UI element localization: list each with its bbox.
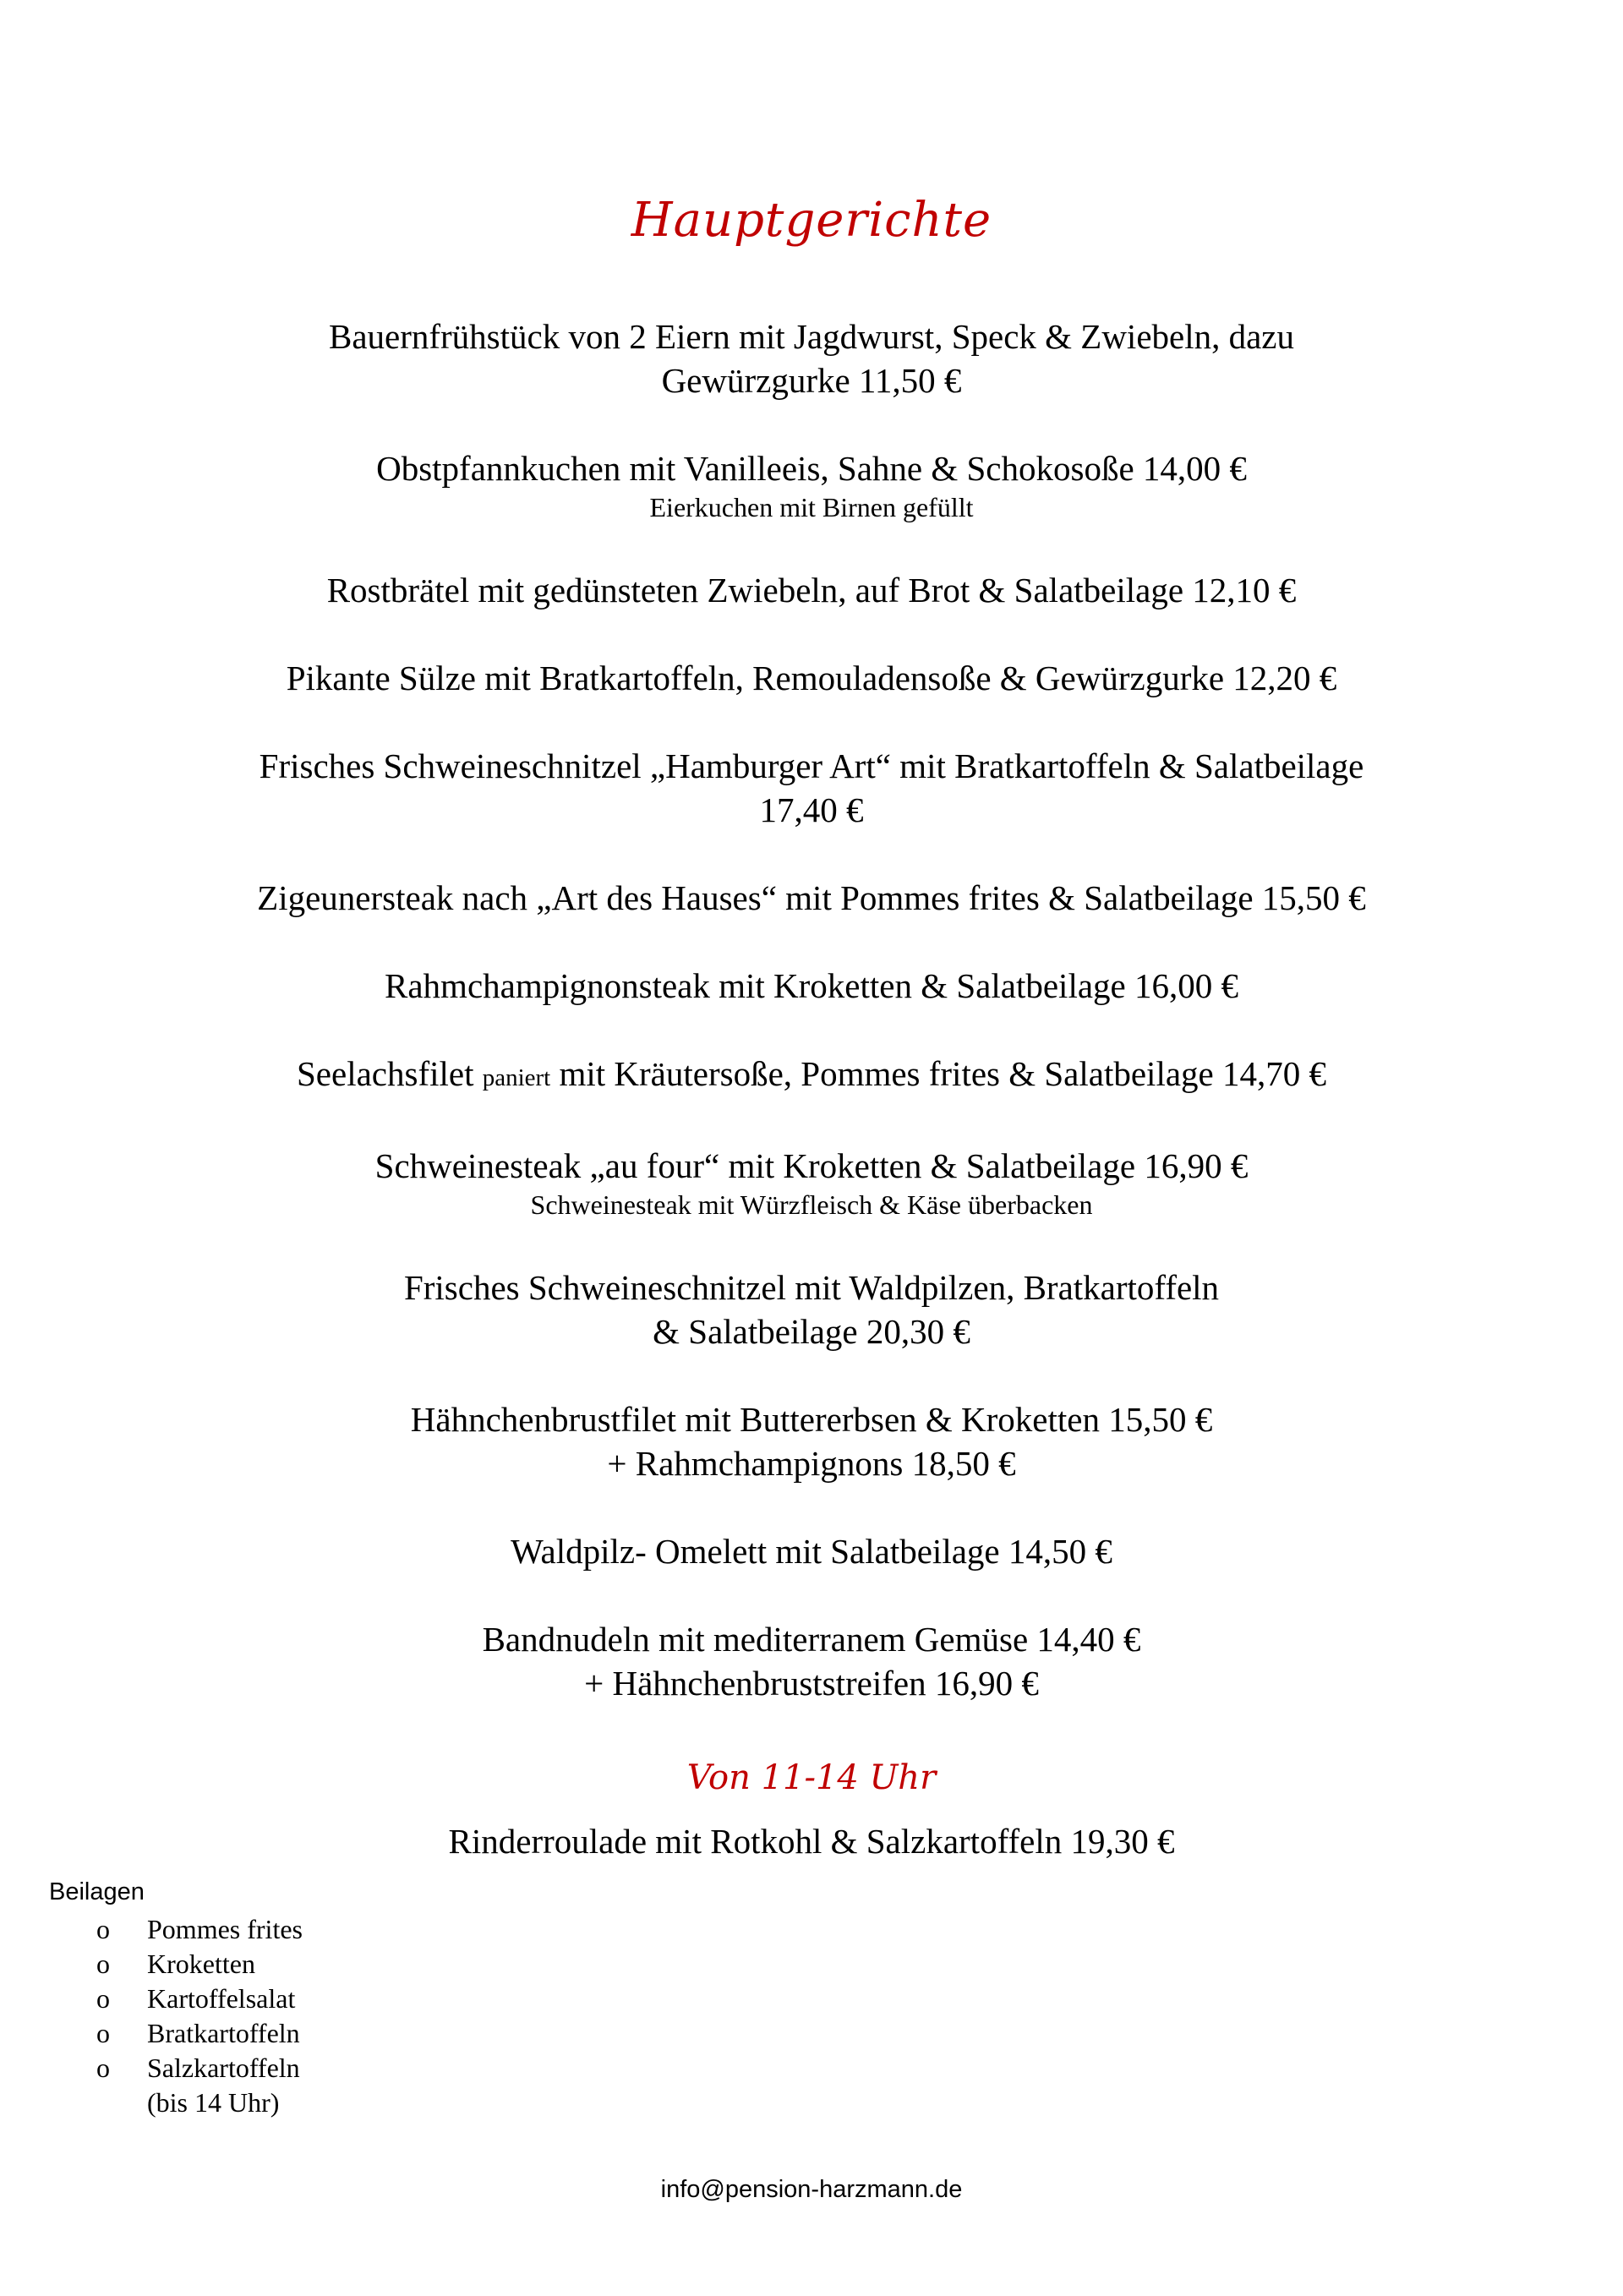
beilagen-heading: Beilagen: [49, 1878, 145, 1905]
beilage-item: [96, 1947, 303, 1982]
beilage-continuation: (bis 14 Uhr): [147, 2087, 280, 2118]
dish-line: + Hähnchenbruststreifen 16,90 €: [584, 1664, 1039, 1703]
beilage-label: Salzkartoffeln: [147, 2053, 300, 2083]
dish-item: [0, 568, 1623, 612]
dish-item: [0, 1052, 1623, 1100]
dish-line: Obstpfannkuchen mit Vanilleeis, Sahne & Schokosoße 14,00 €: [376, 449, 1247, 488]
dish-item: [0, 1617, 1623, 1705]
page-title: Hauptgerichte: [631, 193, 992, 248]
dish-line: Frisches Schweineschnitzel mit Waldpilzen, Bratkartoffeln: [403, 1268, 1220, 1307]
dish-line-post: mit Kräutersoße, Pommes frites & Salatbeilage 14,70 €: [550, 1054, 1326, 1093]
dish-list: [0, 314, 1623, 1705]
dish-note: Eierkuchen mit Birnen gefüllt: [649, 492, 974, 522]
beilage-label: Kartoffelsalat: [147, 1983, 296, 2014]
dish-line: Frisches Schweineschnitzel „Hamburger Art“ mit Bratkartoffeln & Salatbeilage: [259, 746, 1364, 785]
dish-line: Rostbrätel mit gedünsteten Zwiebeln, auf Brot & Salatbeilage 12,10 €: [326, 571, 1297, 610]
dish-line: 17,40 €: [759, 790, 864, 829]
dish-line-pre: Seelachsfilet: [297, 1054, 483, 1093]
beilage-item: [96, 2051, 303, 2086]
dish-line: Schweinesteak „au four“ mit Kroketten & Salatbeilage 16,90 €: [374, 1146, 1249, 1185]
beilage-label: Kroketten: [147, 1949, 255, 1979]
dish-item: [0, 1397, 1623, 1485]
beilage-item: [96, 1982, 303, 2016]
dish-line: Bauernfrühstück von 2 Eiern mit Jagdwurst, Speck & Zwiebeln, dazu: [328, 317, 1295, 356]
dish-item: [0, 1144, 1623, 1222]
dish-item: [0, 656, 1623, 700]
bullet-circle-icon: o: [96, 1983, 110, 2014]
bullet-circle-icon: o: [96, 2053, 110, 2083]
beilage-label: Bratkartoffeln: [147, 2018, 300, 2048]
section-title-lunch: Von 11-14 Uhr: [686, 1758, 937, 1797]
dish-line: + Rahmchampignons 18,50 €: [607, 1444, 1016, 1483]
dish-line: Gewürzgurke 11,50 €: [661, 361, 962, 400]
footer-email: info@pension-harzmann.de: [660, 2176, 963, 2203]
dish-line-small: paniert: [482, 1064, 551, 1091]
dish-line: & Salatbeilage 20,30 €: [653, 1312, 970, 1351]
dish-line: Hähnchenbrustfilet mit Buttererbsen & Kroketten 15,50 €: [410, 1400, 1213, 1439]
dish-item: [0, 1529, 1623, 1573]
bullet-circle-icon: o: [96, 1949, 110, 1979]
bullet-circle-icon: o: [96, 1914, 110, 1944]
dish-item: [0, 314, 1623, 402]
dish-line: [0, 1052, 1623, 1100]
beilagen-list: [96, 1912, 303, 2120]
dish-item: [0, 876, 1623, 920]
beilage-label: Pommes frites: [147, 1914, 303, 1944]
dish-line: Waldpilz- Omelett mit Salatbeilage 14,50 €: [511, 1532, 1112, 1571]
dish-note: Schweinesteak mit Würzfleisch & Käse überbacken: [530, 1189, 1093, 1220]
dish-line: Pikante Sülze mit Bratkartoffeln, Remouladensoße & Gewürzgurke 12,20 €: [286, 659, 1337, 697]
dish-line: Bandnudeln mit mediterranem Gemüse 14,40 €: [482, 1620, 1141, 1659]
bullet-circle-icon: o: [96, 2018, 110, 2048]
dish-item: [0, 446, 1623, 524]
dish-line: Rahmchampignonsteak mit Kroketten & Salatbeilage 16,00 €: [385, 966, 1238, 1005]
dish-item: [0, 744, 1623, 832]
dish-rinderroulade: Rinderroulade mit Rotkohl & Salzkartoffeln 19,30 €: [448, 1822, 1175, 1861]
dish-item: [0, 964, 1623, 1008]
beilage-item: [96, 1912, 303, 1947]
beilage-item: [96, 2016, 303, 2051]
dish-item: [0, 1266, 1623, 1353]
dish-line: Zigeunersteak nach „Art des Hauses“ mit Pommes frites & Salatbeilage 15,50 €: [257, 878, 1366, 917]
